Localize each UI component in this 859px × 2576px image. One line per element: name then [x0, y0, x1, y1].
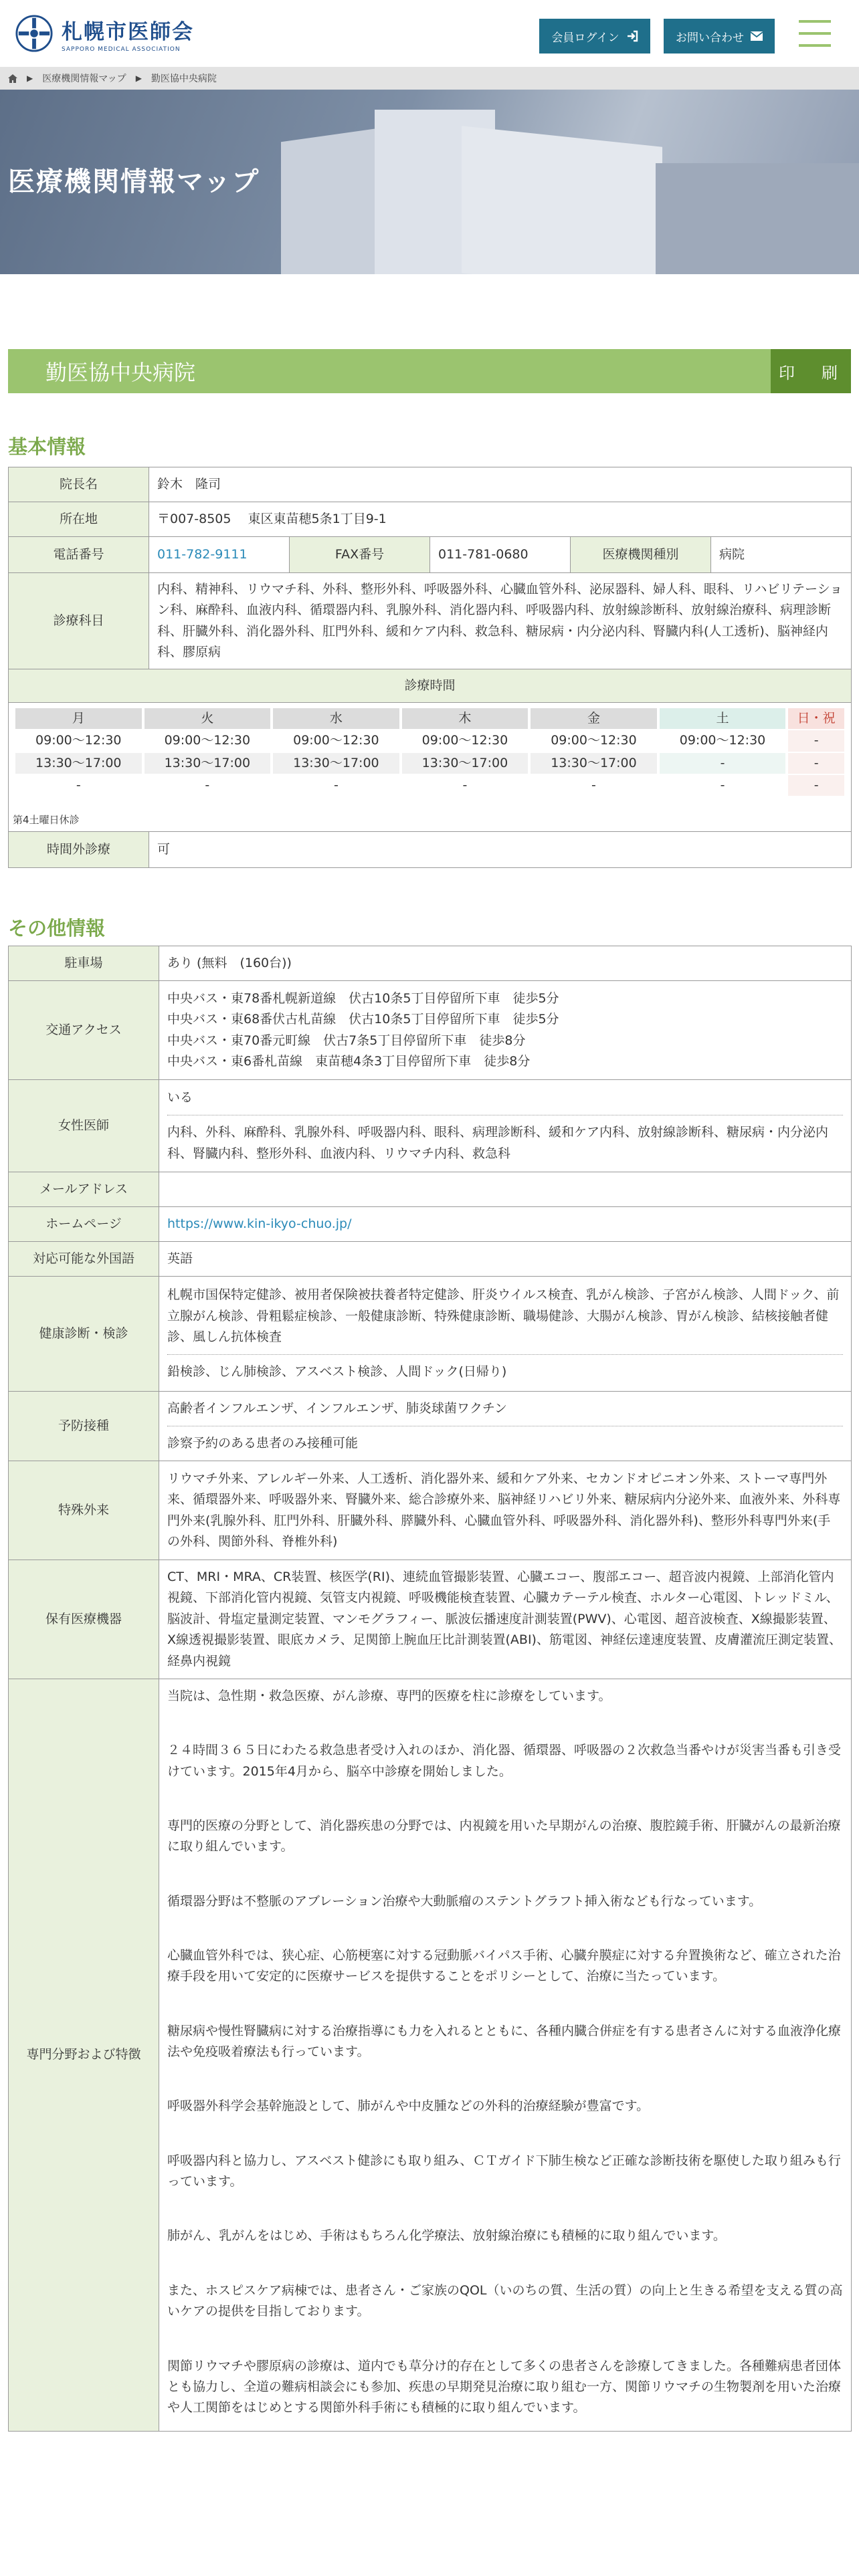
day-tue: 火 [145, 708, 271, 729]
member-login-label: 会員ログイン [551, 31, 619, 45]
hours-cell: - [591, 778, 596, 793]
depts-label: 診療科目 [9, 573, 149, 669]
day-thu: 木 [402, 708, 529, 729]
checkup-list-2: 鉛検診、じん肺検診、アスベスト検診、人間ドック(日帰り) [167, 1364, 507, 1380]
depts-value: 内科、精神科、リウマチ科、外科、整形外科、呼吸器外科、心臓血管外科、泌尿器科、婦人科、眼科、リハビリテーション科、麻酔科、血液内科、循環器内科、乳腺外科、消化器内科、呼吸器内科、放射線診断科、放射線治療科、病理診断科、肝臓外科、消化器外科、肛門外科、緩和ケア内科、救急科、糖尿病・内分泌内科、腎臓内科(人工透析)、脳神経内科、膠原病 [149, 573, 852, 669]
female-doctor-value [159, 1080, 852, 1172]
vaccine-label: 予防接種 [9, 1392, 159, 1461]
features-label: 専門分野および特徴 [9, 1679, 159, 2432]
feature-paragraph: 循環器分野は不整脈のアブレーション治療や大動脈瘤のステントグラフト挿入術なども行なっています。 [167, 1893, 762, 1909]
feature-paragraph: また、ホスピスケア病棟では、患者さん・ご家族のQOL（いのちの質、生活の質）の向上と生きる希望を支える質の高いケアの提供を目指しております。 [167, 2282, 843, 2319]
hours-cell: - [205, 778, 210, 793]
offhours-value: 可 [149, 832, 852, 868]
checkup-value [159, 1277, 852, 1392]
hero-banner [0, 90, 859, 274]
logo-jp: 札幌市医師会 [62, 19, 194, 44]
hours-cell: - [788, 730, 844, 751]
female-doctor-yes: いる [167, 1089, 193, 1105]
day-sat: 土 [660, 708, 786, 729]
hours-cell: 13:30～17:00 [402, 753, 529, 774]
hours-cell: 09:00～12:30 [421, 733, 508, 748]
contact-button[interactable] [664, 19, 775, 53]
hours-cell: 09:00～12:30 [35, 733, 122, 748]
email-value [159, 1172, 852, 1207]
hours-cell: - [462, 778, 468, 793]
access-label: 交通アクセス [9, 981, 159, 1080]
hero-title: 医療機関情報マップ [8, 167, 260, 197]
address-value: 〒007-8505 東区東苗穂5条1丁目9-1 [149, 502, 852, 537]
site-header [0, 0, 859, 67]
feature-paragraph: 心臓血管外科では、狭心症、心筋梗塞に対する冠動脈バイパス手術、心臓弁膜症に対する弁置換術など、確立された治療手段を用いて安定的に医療サービスを提供することをポリシーとして、治療に当たっています。 [167, 1948, 841, 1984]
access-line: 中央バス・東78番札幌新道線 伏古10条5丁目停留所下車 徒歩5分 [167, 990, 559, 1006]
director-label: 院長名 [9, 467, 149, 502]
access-line: 中央バス・東68番伏古札苗線 伏古10条5丁目停留所下車 徒歩5分 [167, 1012, 559, 1027]
breadcrumb-current: 勤医協中央病院 [151, 74, 217, 84]
day-holiday: 日・祝 [788, 708, 844, 729]
mail-icon [751, 31, 763, 41]
fax-value: 011-781-0680 [430, 537, 571, 573]
tel-label: 電話番号 [9, 537, 149, 573]
hours-cell: 09:00～12:30 [164, 733, 251, 748]
hours-cell: 09:00～12:30 [551, 733, 637, 748]
special-clinic-value: リウマチ外来、アレルギー外来、人工透析、消化器外来、緩和ケア外来、セカンドオピニオン外来、ストーマ専門外来、循環器外来、呼吸器外来、腎臓外来、総合診療外来、脳神経リハビリ外来、糖尿病内分泌外来、血液外来、外科専門外来(乳腺外科、肛門外科、肝臓外科、膵臓外科、心臓血管外科、呼吸器外科、消化器外科)、整形外科専門外来(手の外科、関節外科、脊椎外科) [159, 1461, 852, 1560]
offhours-label: 時間外診療 [9, 832, 149, 868]
vaccine-list: 高齢者インフルエンザ、インフルエンザ、肺炎球菌ワクチン [167, 1400, 507, 1416]
day-mon: 月 [15, 708, 142, 729]
checkup-label: 健康診断・検診 [9, 1277, 159, 1392]
homepage-link[interactable]: https://www.kin-ikyo-chuo.jp/ [159, 1207, 852, 1242]
other-info-table [8, 946, 852, 2432]
member-login-button[interactable] [539, 19, 650, 53]
basic-info-table [8, 467, 852, 868]
day-wed: 水 [273, 708, 399, 729]
parking-label: 駐車場 [9, 946, 159, 981]
site-logo[interactable] [15, 14, 194, 53]
hours-table [13, 707, 847, 797]
checkup-list: 札幌市国保特定健診、被用者保険被扶養者特定健診、肝炎ウイルス検査、乳がん検診、子宮がん検診、人間ドック、前立腺がん検診、骨粗鬆症検診、一般健康診断、特殊健康診断、職場健診、大腸がん検診、胃がん検診、結核接触者健診、風しん抗体検査 [167, 1287, 840, 1344]
fax-label: FAX番号 [290, 537, 430, 573]
feature-paragraph: 専門的医療の分野として、消化器疾患の分野では、内視鏡を用いた早期がんの治療、腹腔鏡手術、肝臓がんの最新治療に取り組んでいます。 [167, 1818, 841, 1854]
type-label: 医療機関種別 [571, 537, 711, 573]
hours-cell [9, 703, 852, 832]
hours-cell: 13:30～17:00 [145, 753, 271, 774]
feature-paragraph: 当院は、急性期・救急医療、がん診療、専門的医療を柱に診療をしています。 [167, 1689, 611, 1703]
day-fri: 金 [531, 708, 657, 729]
tel-link[interactable]: 011-782-9111 [149, 537, 290, 573]
parking-value: あり (無料 (160台)) [159, 946, 852, 981]
access-line: 中央バス・東6番札苗線 東苗穂4条3丁目停留所下車 徒歩8分 [167, 1053, 531, 1069]
breadcrumb [0, 67, 859, 90]
vaccine-note: 診察予約のある患者のみ接種可能 [167, 1436, 359, 1451]
homepage-label: ホームページ [9, 1207, 159, 1242]
feature-paragraph: 肺がん、乳がんをはじめ、手術はもちろん化学療法、放射線治療にも積極的に取り組んでいます。 [167, 2228, 726, 2244]
language-value: 英語 [159, 1242, 852, 1277]
hours-cell: 09:00～12:30 [293, 733, 379, 748]
access-value [159, 981, 852, 1080]
other-info-heading: その他情報 [8, 917, 106, 940]
hours-note: 第4土曜日休診 [13, 814, 80, 827]
vaccine-value [159, 1392, 852, 1461]
login-icon [626, 30, 638, 42]
feature-paragraph: 関節リウマチや膠原病の診療は、道内でも草分け的存在として多くの患者さんを診療してきました。各種難病患者団体とも協力し、全道の難病相談会にも参加、疾患の早期発見治療に取り組む一方、関節リウマチの生物製剤を用いた治療や人工関節をはじめとする関節外科手術にも積極的に取り組んでいます。 [167, 2358, 842, 2416]
breadcrumb-map[interactable]: 医療機関情報マップ [42, 74, 126, 84]
hours-cell: 09:00～12:30 [679, 733, 766, 748]
hours-cell: - [333, 778, 339, 793]
hours-label: 診療時間 [9, 669, 852, 703]
hamburger-menu-icon[interactable] [799, 20, 831, 47]
language-label: 対応可能な外国語 [9, 1242, 159, 1277]
feature-paragraph: 糖尿病や慢性腎臓病に対する治療指導にも力を入れるとともに、各種内臓合併症を有する患者さんに対する血液浄化療法や免疫吸着療法も行っています。 [167, 2023, 842, 2060]
features-value [159, 1679, 852, 2432]
feature-paragraph: 呼吸器内科と協力し、アスベスト健診にも取り組み、ＣＴガイド下肺生検など正確な診断技術を駆使した取り組みも行っています。 [167, 2153, 841, 2189]
hours-cell: - [660, 753, 786, 774]
type-value: 病院 [711, 537, 852, 573]
special-clinic-label: 特殊外来 [9, 1461, 159, 1560]
basic-info-heading: 基本情報 [8, 435, 86, 458]
hours-cell: - [720, 778, 725, 793]
hours-cell: - [788, 753, 844, 774]
hours-cell: - [788, 775, 844, 796]
access-line: 中央バス・東70番元町線 伏古7条5丁目停留所下車 徒歩8分 [167, 1033, 526, 1048]
hospital-title-bar [8, 349, 851, 393]
hours-cell: 13:30～17:00 [531, 753, 657, 774]
logo-en: SAPPORO MEDICAL ASSOCIATION [62, 45, 181, 53]
hours-cell: 13:30～17:00 [273, 753, 399, 774]
contact-label: お問い合わせ [676, 31, 744, 45]
print-button[interactable]: 印 刷 [771, 349, 851, 393]
feature-paragraph: ２４時間３６５日にわたる救急患者受け入れのほか、消化器、循環器、呼吸器の２次救急当番やけが災害当番も引き受けています。2015年4月から、脳卒中診療を開始しました。 [167, 1743, 842, 1779]
chevron-right-icon: ▶ [27, 74, 33, 83]
female-doctor-label: 女性医師 [9, 1080, 159, 1172]
home-icon[interactable] [8, 74, 17, 83]
hospital-name: 勤医協中央病院 [45, 360, 196, 385]
director-value: 鈴木 隆司 [149, 467, 852, 502]
female-doctor-depts: 内科、外科、麻酔科、乳腺外科、呼吸器内科、眼科、病理診断科、緩和ケア内科、放射線診断科、糖尿病・内分泌内科、腎臓内科、整形外科、血液内科、リウマチ内科、救急科 [167, 1125, 829, 1161]
equipment-value: CT、MRI・MRA、CR装置、核医学(RI)、連続血管撮影装置、心臓エコー、腹部エコー、超音波内視鏡、上部消化管内視鏡、下部消化管内視鏡、気管支内視鏡、呼吸機能検査装置、心臓カテーテル検査、ホルター心電図、トレッドミル、脳波計、骨塩定量測定装置、マンモグラフィー、脈波伝播速度計測装置(PWV)、心電図、超音波検査、X線撮影装置、X線透視撮影装置、眼底カメラ、足関節上腕血圧比計測装置(ABI)、筋電図、神経伝達速度装置、皮膚灌流圧測定装置、経鼻内視鏡 [159, 1560, 852, 1679]
equipment-label: 保有医療機器 [9, 1560, 159, 1679]
email-label: メールアドレス [9, 1172, 159, 1207]
address-label: 所在地 [9, 502, 149, 537]
chevron-right-icon: ▶ [135, 74, 142, 83]
feature-paragraph: 呼吸器外科学会基幹施設として、肺がんや中皮腫などの外科的治療経験が豊富です。 [167, 2099, 650, 2114]
hours-cell: 13:30～17:00 [15, 753, 142, 774]
hours-cell: - [76, 778, 81, 793]
logo-emblem-icon [15, 14, 54, 53]
